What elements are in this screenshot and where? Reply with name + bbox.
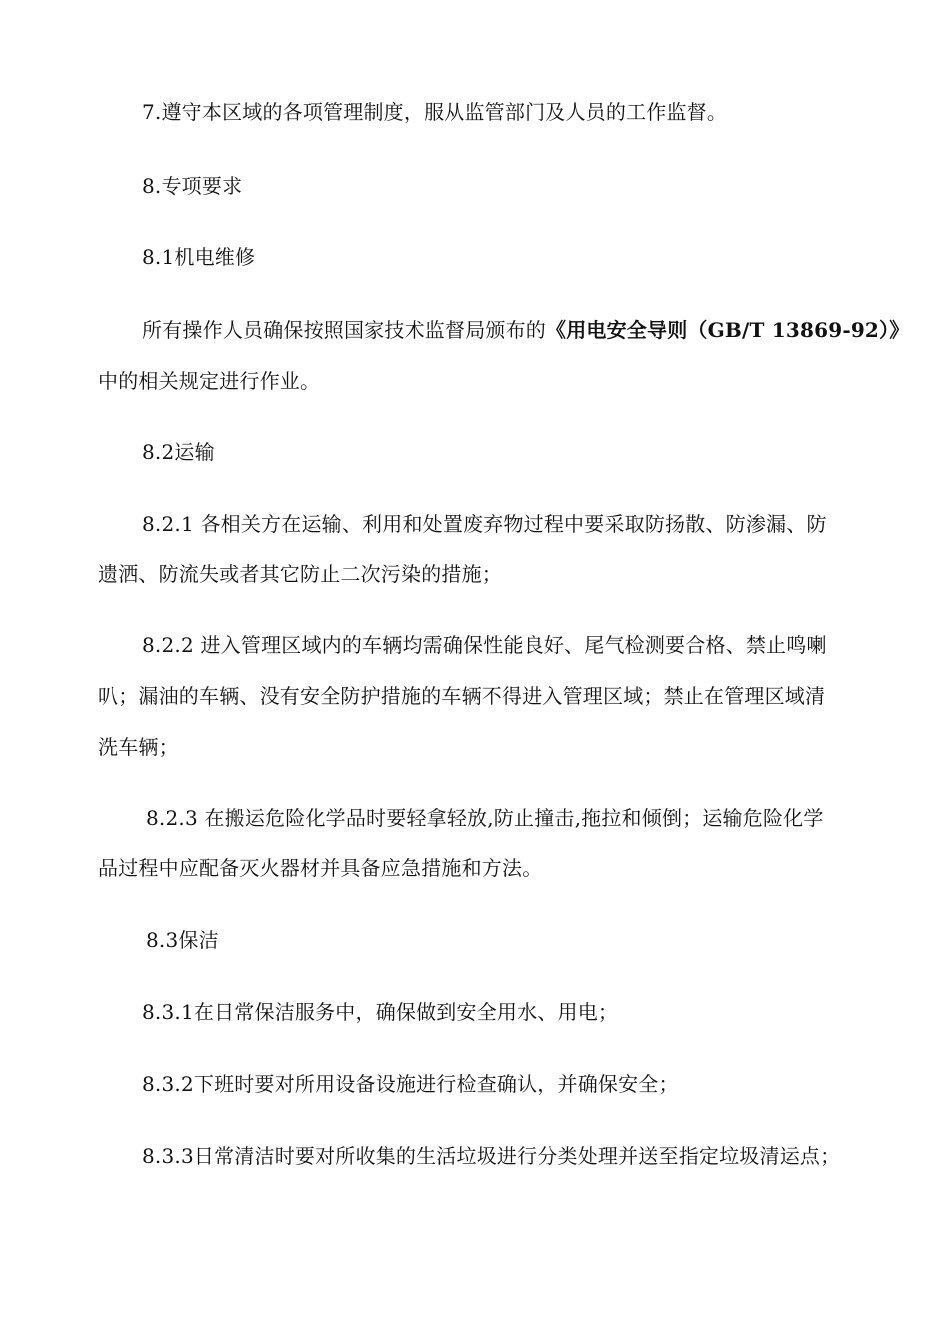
paragraph-8-2-2-line-1: 8.2.2 进入管理区域内的车辆均需确保性能良好、尾气检测要合格、禁止鸣喇 xyxy=(142,633,827,657)
paragraph-8-2-1-line-2: 遗洒、防流失或者其它防止二次污染的措施； xyxy=(98,562,502,586)
paragraph-8-3-2: 8.3.2下班时要对所用设备设施进行检查确认，并确保安全； xyxy=(142,1072,679,1096)
paragraph-8-3-1: 8.3.1在日常保洁服务中，确保做到安全用水、用电； xyxy=(142,1000,619,1024)
paragraph-8-1-line-2: 中的相关规定进行作业。 xyxy=(98,369,321,393)
paragraph-8-2-3-line-2: 品过程中应配备灭火器材并具备应急措施和方法。 xyxy=(98,856,543,880)
heading-8-3: 8.3保洁 xyxy=(146,928,219,952)
paragraph-8-2-2-line-2: 叭；漏油的车辆、没有安全防护措施的车辆不得进入管理区域；禁止在管理区域清 xyxy=(98,684,826,708)
heading-8-2: 8.2运输 xyxy=(142,440,215,464)
standard-title: 《用电安全导则（GB/T 13869-92）》 xyxy=(546,318,910,342)
paragraph-8-1-text: 所有操作人员确保按照国家技术监督局颁布的 xyxy=(142,318,546,342)
heading-8-1: 8.1机电维修 xyxy=(142,245,256,269)
paragraph-7: 7.遵守本区域的各项管理制度，服从监管部门及人员的工作监督。 xyxy=(142,100,728,124)
heading-8: 8.专项要求 xyxy=(142,174,243,198)
paragraph-8-2-2-line-3: 洗车辆； xyxy=(98,735,179,759)
paragraph-8-2-1-line-1: 8.2.1 各相关方在运输、利用和处置废弃物过程中要采取防扬散、防渗漏、防 xyxy=(142,512,827,536)
paragraph-8-1-line-1 xyxy=(142,318,909,342)
paragraph-8-3-3: 8.3.3日常清洁时要对所收集的生活垃圾进行分类处理并送至指定垃圾清运点； xyxy=(142,1144,841,1168)
paragraph-8-2-3-line-1: 8.2.3 在搬运危险化学品时要轻拿轻放,防止撞击,拖拉和倾倒；运输危险化学 xyxy=(146,806,824,830)
